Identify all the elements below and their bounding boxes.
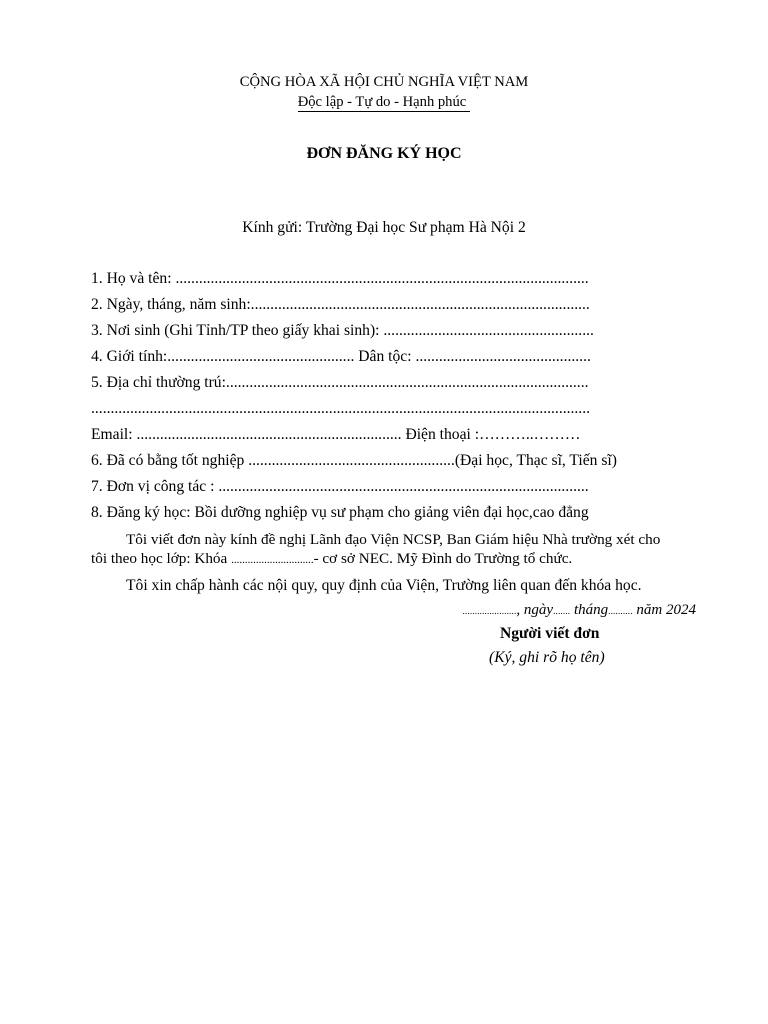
field-gender-ethnicity: 4. Giới tính:................................................ Dân tộc: .............................................	[91, 348, 591, 365]
field-address-continued: ................................................................................................................................	[91, 400, 590, 417]
class-label: tôi theo học lớp: Khóa	[91, 550, 232, 567]
motto-text: Độc lập - Tự do - Hạnh phúc	[298, 94, 471, 112]
nation-heading: CỘNG HÒA XÃ HỘI CHỦ NGHĨA VIỆT NAM	[239, 74, 529, 90]
request-paragraph-line2	[91, 549, 572, 570]
day-dots: .......	[553, 606, 571, 616]
commitment-paragraph: Tôi xin chấp hành các nội quy, quy định của Viện, Trường liên quan đến khóa học.	[126, 577, 642, 594]
campus-text: - cơ sở NEC. Mỹ Đình do Trường tổ chức.	[313, 550, 573, 567]
recipient-line: Kính gửi: Trường Đại học Sư phạm Hà Nội 2	[242, 219, 526, 236]
place-dots: ......................	[462, 606, 517, 616]
field-degree: 6. Đã có bằng tốt nghiệp .....................................................(Đại học, Thạc sĩ, Tiến sĩ)	[91, 452, 617, 469]
field-address: 5. Địa chỉ thường trú:.............................................................................................	[91, 374, 589, 391]
day-label: , ngày	[516, 602, 554, 618]
document-title: ĐƠN ĐĂNG KÝ HỌC	[306, 145, 462, 162]
class-dots: ..............................	[231, 554, 314, 566]
request-paragraph-line1: Tôi viết đơn này kính đề nghị Lãnh đạo Viện NCSP, Ban Giám hiệu Nhà trường xét cho	[126, 531, 661, 548]
month-dots: ..........	[608, 606, 633, 616]
field-full-name: 1. Họ và tên: ..........................................................................................................	[91, 270, 589, 287]
signature-note: (Ký, ghi rõ họ tên)	[489, 649, 605, 666]
field-date-of-birth: 2. Ngày, tháng, năm sinh:.......................................................................................	[91, 296, 590, 313]
field-registration: 8. Đăng ký học: Bồi dưỡng nghiệp vụ sư phạm cho giảng viên đại học,cao đẳng	[91, 504, 589, 521]
month-label: tháng	[570, 602, 609, 618]
motto-heading	[0, 92, 768, 112]
date-line	[463, 600, 697, 621]
signer-title: Người viết đơn	[500, 625, 600, 642]
field-email-phone: Email: .................................................................... Điện thoại :………..………	[91, 426, 581, 443]
year-label: năm 2024	[632, 602, 696, 618]
field-workplace: 7. Đơn vị công tác : ...............................................................................................	[91, 478, 589, 495]
field-birthplace: 3. Nơi sinh (Ghi Tỉnh/TP theo giấy khai sinh): ......................................................	[91, 322, 594, 339]
